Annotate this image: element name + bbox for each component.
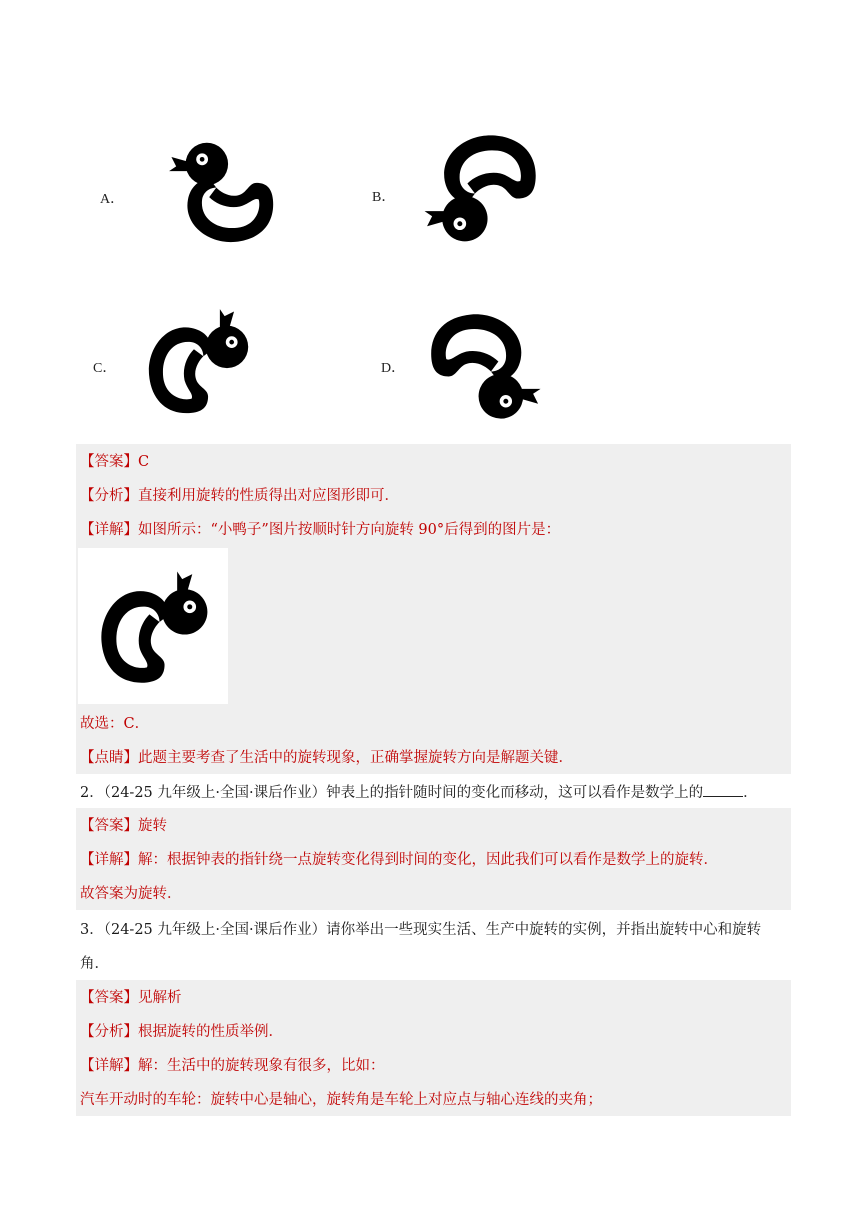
q3-number: 3． xyxy=(80,922,104,938)
q3-analysis: 根据旋转的性质举例． xyxy=(138,1024,283,1040)
q3-question-line1 xyxy=(80,920,761,940)
q1-answer: C xyxy=(138,454,150,470)
comment-tag: 【点睛】 xyxy=(80,750,138,766)
detail-tag: 【详解】 xyxy=(80,1058,138,1074)
option-b-label: B． xyxy=(372,190,396,205)
option-d-label: D． xyxy=(381,361,406,376)
q2-text: 钟表上的指针随时间的变化而移动，这可以看作是数学上的 xyxy=(326,785,704,801)
answer-tag: 【答案】 xyxy=(80,818,138,834)
q1-detail-line xyxy=(80,520,560,540)
q1-analysis-line xyxy=(80,486,399,506)
q2-detail-line xyxy=(80,850,718,870)
q2-answer: 旋转 xyxy=(138,818,167,834)
q3-example1-line xyxy=(80,1090,602,1110)
q3-text2: 角． xyxy=(80,956,109,972)
q2-detail: 解：根据钟表的指针绕一点旋转变化得到时间的变化，因此我们可以看作是数学上的旋转． xyxy=(138,852,718,868)
detail-tag: 【详解】 xyxy=(80,852,138,868)
answer-tag: 【答案】 xyxy=(80,454,138,470)
q3-analysis-line xyxy=(80,1022,283,1042)
q2-end: ． xyxy=(743,785,758,801)
q3-answer: 见解析 xyxy=(138,990,182,1006)
q3-source: （24-25 九年级上·全国·课后作业） xyxy=(103,922,327,938)
q1-choice-line xyxy=(80,714,149,734)
q1-comment: 此题主要考查了生活中的旋转现象，正确掌握旋转方向是解题关键． xyxy=(138,750,573,766)
q2-conclusion: 故答案为旋转． xyxy=(80,886,182,902)
q1-comment-line xyxy=(80,748,573,768)
q1-detail: 如图所示：“小鸭子”图片按顺时针方向旋转 90°后得到的图片是： xyxy=(138,522,561,538)
q1-answer-line xyxy=(80,452,149,472)
duck-option-b-image xyxy=(412,128,548,254)
q3-question-line2 xyxy=(80,954,109,974)
option-c-label: C． xyxy=(93,361,117,376)
answer-tag: 【答案】 xyxy=(80,990,138,1006)
detail-tag: 【详解】 xyxy=(80,522,138,538)
q3-example1: 汽车开动时的车轮：旋转中心是轴心，旋转角是车轮上对应点与轴心连线的夹角； xyxy=(80,1092,602,1108)
q2-number: 2． xyxy=(80,785,104,801)
option-a-label: A． xyxy=(100,192,125,207)
q2-answer-line xyxy=(80,816,167,836)
analysis-tag: 【分析】 xyxy=(80,488,138,504)
q3-answer-line xyxy=(80,988,182,1008)
q3-detail-line xyxy=(80,1056,385,1076)
q3-text1: 请你举出一些现实生活、生产中旋转的实例，并指出旋转中心和旋转 xyxy=(326,922,762,938)
analysis-tag: 【分析】 xyxy=(80,1024,138,1040)
duck-option-c-image xyxy=(132,302,270,420)
duck-option-a-image xyxy=(162,128,280,252)
q2-question xyxy=(80,782,758,803)
q2-conclusion-line xyxy=(80,884,182,904)
rotated-duck-figure xyxy=(78,548,228,704)
q2-source: （24-25 九年级上·全国·课后作业） xyxy=(103,785,327,801)
q3-detail: 解：生活中的旋转现象有很多，比如： xyxy=(138,1058,385,1074)
q2-blank xyxy=(703,782,743,797)
q1-analysis: 直接利用旋转的性质得出对应图形即可． xyxy=(138,488,399,504)
duck-option-d-image xyxy=(424,300,548,438)
rotated-duck-image xyxy=(88,564,226,690)
q1-choice: 故选：C． xyxy=(80,716,150,732)
